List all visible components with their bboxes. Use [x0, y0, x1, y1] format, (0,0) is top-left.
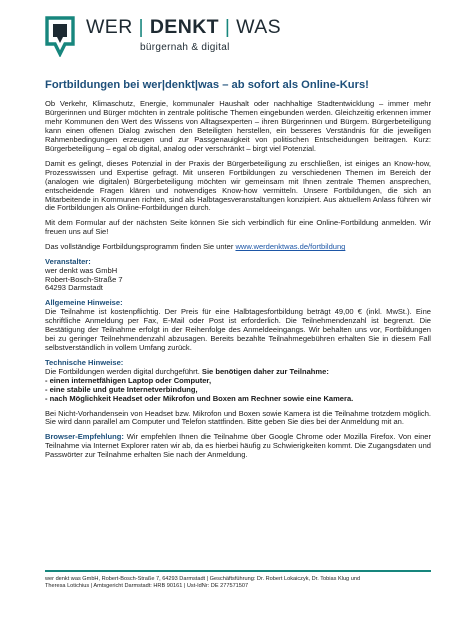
general-text: Die Teilnahme ist kostenpflichtig. Der Preis für eine Halbtagesfortbildung beträgt 49,00 € (inkl. MwSt.). Eine schriftliche Anmeldung per Fax, E-Mail oder Post ist erforderlich. Die Teilnehmendenzahl ist begrenzt. Die Bestätigung der Teilnahme erfolgt in der Reihenfolge des Anmeldeeingangs. Wir behalten uns vor, Fortbildungen bei zu geringer Teilnehmendenzahl abzusagen. Bereits bezahlte Teilnahmegebühren erhalten Sie in diesem Fall selbstverständlich in vollem Umfang zurück. — [45, 306, 431, 352]
page-title: Fortbildungen bei wer|denkt|was – ab sofort als Online-Kurs! — [45, 79, 369, 91]
potential-paragraph: Damit es gelingt, dieses Potenzial in der Praxis der Bürgerbeteiligung zu erschließen, ist einiges an Know-how, Prozesswissen und Expertise gefragt. Mit unseren Fortbildungen zu verschiedenen Themen im Bereich der (analogen wie digitalen) Bürgerbeteiligung möchten wir gemeinsam mit Ihnen zentrale Themen ansprechen, entscheidende Fragen klären und notwendiges Know-how vermitteln. Unsere Fortbildungen, die sich an Mitarbeitende in Kommunen richten, sind als Halbtagesveranstaltungen konzipiert. Aus aktuellem Anlass führen wir die Fortbildungen als Online-Fortbildungen durch. — [45, 158, 431, 213]
brand-tagline: bürgernah & digital — [140, 42, 230, 53]
browser-paragraph — [45, 433, 431, 460]
organizer-heading: Veranstalter: — [45, 257, 91, 267]
speech-pin-icon — [44, 15, 76, 57]
requirement-item: - einen internetfähigen Laptop oder Computer, — [45, 375, 212, 385]
brand-separator: | — [138, 16, 144, 38]
intro-paragraph: Ob Verkehr, Klimaschutz, Energie, kommunaler Haushalt oder nachhaltige Stadtentwicklung – immer mehr Bürgerinnen und Bürger möchten in zentrale politische Themen eingebunden werden. Gleichzeitig erkennen immer mehr Kommunen den Wert des Wissens von Alltagsexperten – ihren Bürgerinnen und Bürgern. Bürgerbeteiligung kann einen offenen Dialog zwischen den Beteiligten herstellen, ein besseres Verständnis für die jeweiligen Rahmenbedingungen erzeugen und zur Passgenauigkeit von politischen Entscheidungen beitragen. Kurz: Bürgerbeteiligung – egal ob digital, analog oder verschränkt – birgt viel Potenzial. — [45, 99, 431, 153]
program-link[interactable]: www.werdenktwas.de/fortbildung — [235, 242, 346, 252]
organizer-address — [45, 267, 431, 293]
organizer-line: wer denkt was GmbH — [45, 266, 118, 276]
program-text: Das vollständige Fortbildungsprogramm finden Sie unter — [45, 242, 234, 252]
technical-note: Bei Nicht-Vorhandensein von Headset bzw. Mikrofon und Boxen sowie Kamera ist die Teilnahme trotzdem möglich. Sie wird dann parallel am Computer und Telefon stattfinden. Bitte geben Sie dies bei der Anmeldung mit an. — [45, 408, 431, 427]
brand-separator: | — [224, 16, 231, 38]
registration-paragraph: Mit dem Formular auf der nächsten Seite können Sie sich verbindlich für eine Online-Fortbildung anmelden. Wir freuen uns auf Sie! — [45, 218, 431, 237]
footer — [45, 576, 431, 591]
browser-text: Wir empfehlen Ihnen die Teilnahme über Google Chrome oder Mozilla Firefox. Von einer Teilnahme via Internet Explorer raten wir ab, da es hierbei häufig zu Schwierigkeiten kommt. Die Zugangsdaten und Passwörter zur Teilnahme erhalten Sie nach der Anmeldung. — [45, 432, 431, 460]
brand-word-was: WAS — [236, 16, 282, 38]
organizer-line: 64293 Darmstadt — [45, 283, 103, 293]
program-paragraph — [45, 243, 431, 252]
general-heading: Allgemeine Hinweise: — [45, 298, 123, 308]
brand-wordmark — [86, 16, 281, 38]
requirement-item: - eine stabile und gute Internetverbindung, — [45, 384, 198, 394]
browser-heading: Browser-Empfehlung: — [45, 432, 124, 442]
footer-line: wer denkt was GmbH, Robert-Bosch-Straße 7, 64293 Darmstadt | Geschäftsführung: Dr. Robert Lokaiczyk, Dr. Tobias Klug und — [45, 576, 361, 582]
brand-word-wer: WER — [86, 16, 133, 38]
technical-intro-bold: Sie benötigen daher zur Teilnahme: — [201, 366, 329, 376]
technical-intro-text: Die Fortbildungen werden digital durchgeführt. — [45, 366, 200, 376]
brand-word-denkt: DENKT — [149, 16, 219, 38]
technical-heading: Technische Hinweise: — [45, 357, 124, 367]
footer-divider — [45, 570, 431, 572]
brand-logo — [44, 15, 282, 59]
organizer-line: Robert-Bosch-Straße 7 — [45, 274, 123, 284]
requirement-item: - nach Möglichkeit Headset oder Mikrofon und Boxen am Rechner sowie eine Kamera. — [45, 393, 354, 403]
main-content — [45, 78, 431, 466]
footer-line: Theresa Lotichius | Amtsgericht Darmstadt: HRB 90161 | Ust-IdNr: DE 277571507 — [45, 583, 249, 590]
